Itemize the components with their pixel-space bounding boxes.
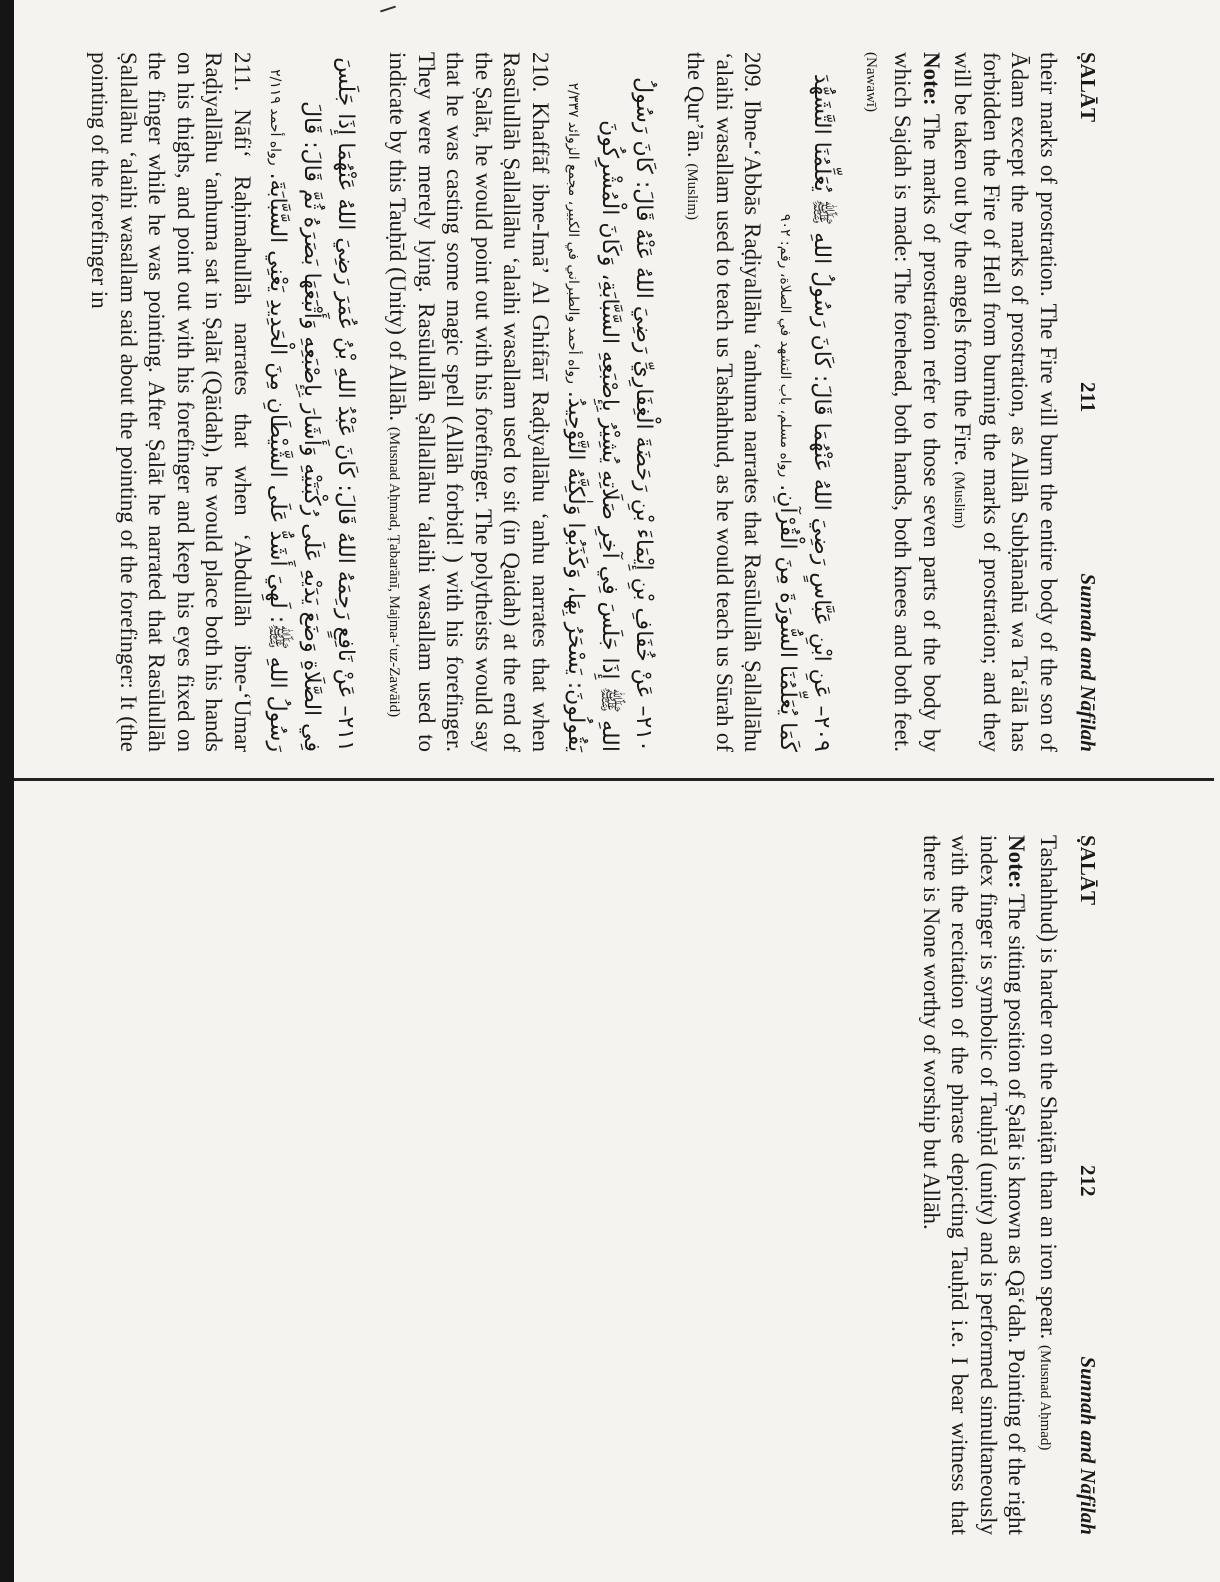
source-citation: (Musnad Aḥmad, Ṭabarānī, Majma-‘uz-Zawāid) <box>386 426 403 718</box>
page-211 <box>57 52 1102 752</box>
note-paragraph: Note: The sitting position of Ṣalāt is known as Qā‘dah. Pointing of the right index finger is symbolic of Tauḥīd (unity) and is performed simultaneously with the recitation of the phrase depicting Tauḥīd i.e. I bear witness that there is None worthy of worship but Allāh. <box>919 835 1030 1535</box>
note-label: Note: <box>1004 835 1030 889</box>
continuation-paragraph: Tashahhud) is harder on the Shaiṭān than an iron spear. (Musnad Aḥmad) <box>1036 835 1061 1451</box>
header-section-title: ṢALĀT <box>1076 52 1100 123</box>
arabic-reference: رواه أحمد ٢/١١٩ <box>267 69 283 166</box>
page-number: 212 <box>1076 1165 1100 1197</box>
note-paragraph: Note: The marks of prostration refer to those seven parts of the body by which Sajdah is made: The forehead, both hands, both knees and both feet. (Nawawī) <box>863 52 944 752</box>
header-section-title: ṢALĀT <box>1076 835 1100 906</box>
page-header <box>1062 52 1102 752</box>
hadith-translation-210: 210. Khaffāf ibne-Imā’ Al Ghifārī Raḍiyallāhu ‘anhu narrates that when Rasūlullāh Ṣallallāhu ‘alaihi wasallam used to sit (in Qaidah) at the end of the Ṣalāt, he would point out with his forefinger. The polytheists would say that he was casting some magic spell (Allāh forbid! ) with his forefinger. They were merely lying. Rasūlullāh Ṣallallāhu ‘alaihi wasallam used to indicate by this Tauḥīd (Unity) of Allāh. (Musnad Aḥmad, Ṭabarānī, Majma-‘uz-Zawāid) <box>385 52 553 752</box>
page-212 <box>852 835 1102 1535</box>
hadith-arabic-210: ٢١٠– عَنْ خُفَافِ بْنِ إِيْمَاءَ بْنِ رَحَضَةَ الْغِفَارِيِّ رَضِيَ اللهُ عَنْهُ قَالَ: كَانَ رَسُولُ اللهِ ﷺ إِذَا جَلَسَ فِي آخِرِ صَلَاتِهِ يُشِيْرُ بِإِصْبَعِهِ السَّبَّابَةِ، وَكَانَ الْمُشْرِكُونَ يَقُولُونَ: يَسْحَرُ بِهَا، وَكَذَبُوا وَلٰكِنَّهُ التَّوْحِيدُ. رواه أحمد والطبراني في الكبير، مجمع الزوائد ٢/٣٣٧ <box>563 77 656 752</box>
note-label: Note: <box>919 52 944 106</box>
hadith-arabic-211: ٢١١– عَنْ نَافِعٍ رَحِمَهُ اللهُ قَالَ: كَانَ عَبْدُ اللهِ بْنُ عُمَرَ رَضِيَ اللهُ عَنْهُمَا إِذَا جَلَسَ فِي الصَّلَاةِ وَضَعَ يَدَيْهِ عَلَى رُكْبَتَيْهِ وَأَشَارَ بِإِصْبَعِهِ وَأَتْبَعَهَا بَصَرَهُ ثُمَّ قَالَ: قَالَ رَسُولُ اللهِ ﷺ: لَهِيَ أَشَدُّ عَلَى الشَّيْطَانِ مِنَ الْحَدِيدِ يَعْنِي السَّبَّابَةَ. رواه أحمد ٢/١١٩ <box>265 57 358 752</box>
scan-mark <box>380 6 396 13</box>
hadith-translation-211: 211. Nāfi‘ Raḥimahullāh narrates that when ‘Abdullāh ibne-‘Umar Raḍiyallāhu ‘anhuma sat in Ṣalāt (Qāidah), he would place both his hands on his thighs, and point out with his forefinger and keep his eyes fixed on the finger while he was pointing. After Ṣalāt he narrated that Rasūlullāh Ṣallallāhu ‘alaihi wasallam said about the pointing of the forefinger: It (the pointing of the forefinger in <box>87 52 255 752</box>
book-binding-edge <box>0 0 14 1582</box>
source-citation: (Nawawī) <box>863 52 879 112</box>
hadith-arabic-209: ٢٠٩– عَنِ ابْنِ عَبَّاسٍ رَضِيَ اللهُ عَنْهُمَا قَالَ: كَانَ رَسُولُ اللهِ ﷺ يُعَلِّمُنَا التَّشَهُّدَ كَمَا يُعَلِّمُنَا السُّورَةَ مِنَ الْقُرْآنِ. رواه مسلم، باب التشهد في الصلاة، رقم: ٩٠٢ <box>775 73 835 752</box>
header-book-title: Sunnah and Nāfilah <box>1076 1356 1100 1535</box>
paragraph: their marks of prostration. The Fire will burn the entire body of the son of Ādam except the marks of prostration, as Allāh Subḥānahū wa Ta‘ālā has forbidden the Fire of Hell from burning the marks of prostration; and they will be taken out by the angels from the Fire. (Muslim) <box>950 52 1061 752</box>
source-citation: (Muslim) <box>951 471 968 529</box>
page-fold-line <box>14 778 1214 781</box>
source-citation: (Musnad Aḥmad) <box>1037 1345 1053 1451</box>
arabic-reference: رواه أحمد والطبراني في الكبير، مجمع الزوائد ٢/٣٣٧ <box>565 82 581 384</box>
header-book-title: Sunnah and Nāfilah <box>1076 573 1100 752</box>
page-number: 211 <box>1076 382 1100 413</box>
page-header <box>1062 835 1102 1535</box>
source-citation: (Muslim) <box>684 163 701 221</box>
arabic-reference: رواه مسلم، باب التشهد في الصلاة، رقم: ٩٠٢ <box>777 213 794 478</box>
hadith-translation-209: 209. Ibne-‘Abbās Raḍiyallāhu ‘anhuma narrates that Rasūlullāh Ṣallallāhu ‘alaihi wasallam used to teach us Tashahhud, as he would teach us Sūrah of the Qur’ān. (Muslim) <box>683 52 766 752</box>
